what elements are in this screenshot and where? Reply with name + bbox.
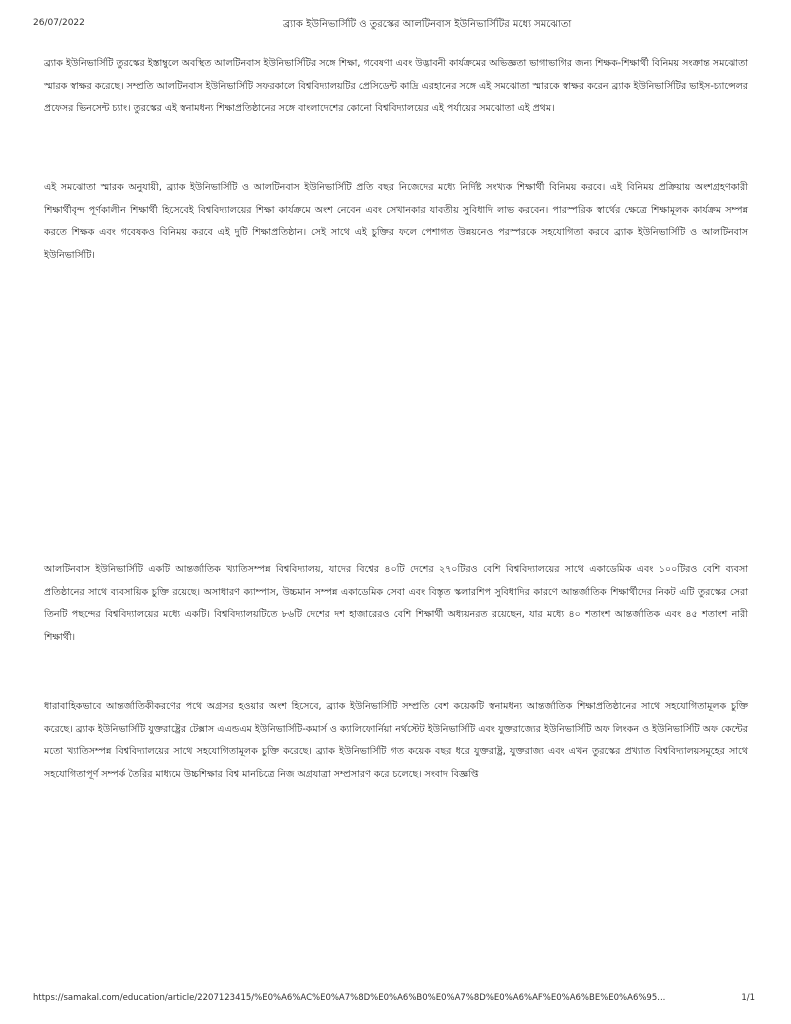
article-paragraph-1: ব্র্যাক ইউনিভার্সিটি তুরস্কের ইস্তাম্বুলে অবস্থিত আলটিনবাস ইউনিভার্সিটির সঙ্গে শিক্ষা, গবেষণা এবং উদ্ভাবনী কার্যক্রমের অভিজ্ঞতা ভাগাভাগির জন্য শিক্ষক-শিক্ষার্থী বিনিময় সংক্রান্ত সমঝোতা স্মারক স্বাক্ষর করেছে। সম্প্রতি আলটিনবাস ইউনিভার্সিটি সফরকালে বিশ্ববিদ্যালয়টির প্রেসিডেন্ট কাদ্রি এরহানের সঙ্গে এই সমঝোতা স্মারকে স্বাক্ষর করেন ব্র্যাক ইউনিভার্সিটির ভাইস-চ্যান্সেলর প্রফেসর ভিনসেন্ট চ্যাং। তুরস্কের এই স্বনামধন্য শিক্ষাপ্রতিষ্ঠানের সঙ্গে বাংলাদেশের কোনো বিশ্ববিদ্যালয়ের এই পর্যায়ের সমঝোতা এই প্রথম। [44, 58, 748, 114]
article-paragraph-3: আলটিনবাস ইউনিভার্সিটি একটি আন্তর্জাতিক খ্যাতিসম্পন্ন বিশ্ববিদ্যালয়, যাদের বিশ্বের ৪০টি দেশের ২৭০টিরও বেশি বিশ্ববিদ্যালয়ের সাথে একাডেমিক এবং ১০০টিরও বেশি ব্যবসা প্রতিষ্ঠানের সাথে ব্যবসায়িক চুক্তি রয়েছে। অসাধারণ ক্যাম্পাস, উচ্চমান সম্পন্ন একাডেমিক সেবা এবং বিস্তৃত স্কলারশিপ সুবিধাদির কারণে আন্তর্জাতিক শিক্ষার্থীদের নিকট এটি তুরস্কের সেরা তিনটি পছন্দের বিশ্ববিদ্যালয়ের মধ্যে একটি। বিশ্ববিদ্যালয়টিতে ৮৬টি দেশের দশ হাজারেরও বেশি শিক্ষার্থী অধ্যয়নরত রয়েছেন, যার মধ্যে ৪০ শতাংশ আন্তর্জাতিক এবং ৪৫ শতাংশ নারী শিক্ষার্থী। [44, 564, 748, 643]
print-footer [33, 993, 755, 1007]
article-paragraph-4: ধারাবাহিকভাবে আন্তর্জাতিকীকরণের পথে অগ্রসর হওয়ার অংশ হিসেবে, ব্র্যাক ইউনিভার্সিটি সম্প্রতি বেশ কয়েকটি স্বনামধন্য আন্তর্জাতিক শিক্ষাপ্রতিষ্ঠানের সাথে সহযোগিতামূলক চুক্তি করেছে। ব্র্যাক ইউনিভার্সিটি যুক্তরাষ্ট্রের টেক্সাস এএন্ডএম ইউনিভার্সিটি-কমার্স ও ক্যালিফোর্নিয়া নর্থস্টেট ইউনিভার্সিটি এবং যুক্তরাজ্যের ইউনিভার্সিটি অফ লিংকন ও ইউনিভার্সিটি অফ কেন্টের মতো খ্যাতিসম্পন্ন বিশ্ববিদ্যালয়ের সাথে সহযোগিতামূলক চুক্তি করেছে। ব্র্যাক ইউনিভার্সিটি গত কয়েক বছর ধরে যুক্তরাষ্ট্র, যুক্তরাজ্য এবং এখন তুরস্কের প্রখ্যাত বিশ্ববিদ্যালয়সমূহের সাথে সহযোগিতাপূর্ণ সম্পর্ক তৈরির মাধ্যমে উচ্চশিক্ষার বিশ্ব মানচিত্রে নিজ অগ্রযাত্রা সম্প্রসারণ করে চলেছে। সংবাদ বিজ্ঞপ্তি [44, 701, 748, 780]
print-header [33, 18, 758, 34]
article-paragraph-2: এই সমঝোতা স্মারক অনুযায়ী, ব্র্যাক ইউনিভার্সিটি ও আলটিনবাস ইউনিভার্সিটি প্রতি বছর নিজেদের মধ্যে নির্দিষ্ট সংখ্যক শিক্ষার্থী বিনিময় করবে। এই বিনিময় প্রক্রিয়ায় অংশগ্রহণকারী শিক্ষার্থীবৃন্দ পূর্ণকালীন শিক্ষার্থী হিসেবেই বিশ্ববিদ্যালয়ের শিক্ষা কার্যক্রমে অংশ নেবেন এবং সেখানকার যাবতীয় সুবিধাদি লাভ করবেন। পারস্পরিক স্বার্থের ক্ষেত্রে শিক্ষামূলক কার্যক্রম সম্পন্ন করতে শিক্ষক এবং গবেষকও বিনিময় করবে এই দুটি শিক্ষাপ্রতিষ্ঠান। সেই সাথে এই চুক্তির ফলে পেশাগত উন্নয়নেও পরস্পরকে সহযোগিতা করবে ব্র্যাক ইউনিভার্সিটি ও আলটিনবাস ইউনিভার্সিটি। [44, 182, 748, 261]
page-number: 1/1 [741, 993, 755, 1003]
print-date: 26/07/2022 [33, 18, 85, 28]
source-url: https://samakal.com/education/article/2207123415/%E0%A6%AC%E0%A7%8D%E0%A6%B0%E0%A7%8D%E0%A6%AF%E0%A6%BE%E0%A6%95... [33, 993, 666, 1003]
article-title: ব্র্যাক ইউনিভার্সিটি ও তুরস্কের আলটিনবাস ইউনিভার্সিটির মধ্যে সমঝোতা [283, 19, 572, 30]
